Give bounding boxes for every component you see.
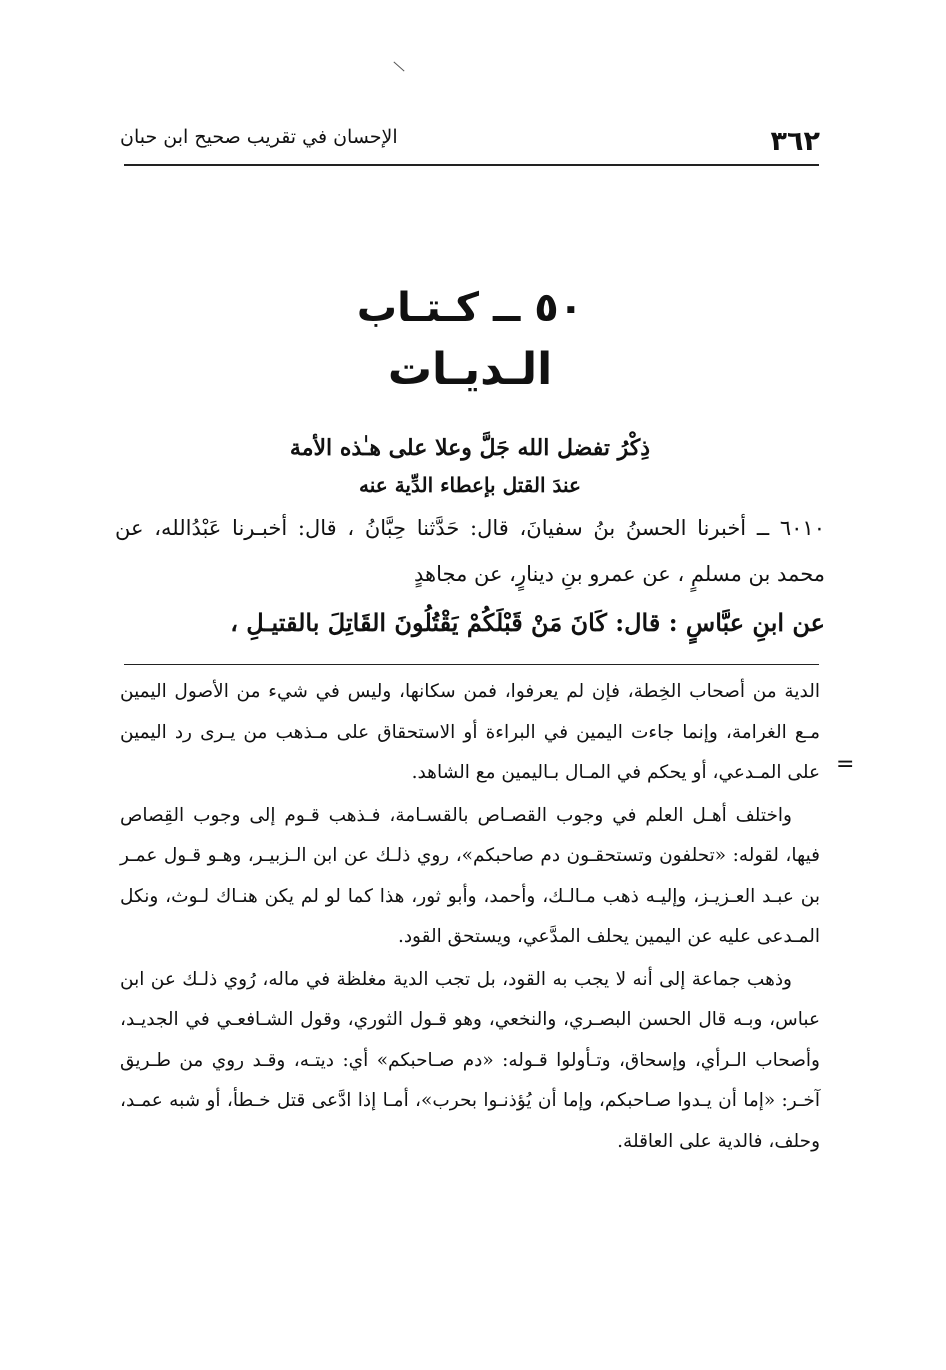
hadith-text	[115, 505, 825, 649]
footnote-divider	[124, 664, 819, 665]
chapter-heading	[120, 280, 820, 502]
stray-mark	[393, 61, 404, 71]
continuation-mark: =	[836, 752, 855, 777]
header-divider	[124, 164, 819, 166]
footnote-paragraph: وذهب جماعة إلى أنه لا يجب به القود، بل تجب الدية مغلظة في ماله، رُوي ذلـك عن ابن عباس، وبـه قال الحسن البصـري، والنخعي، وهو قـول الثوري، وقول الشـافعـي في الجديـد، وأصحاب الـرأي، وإسحاق، وتـأولوا قـوله: «دم صـاحبكم» أي: ديتـه، وقـد روي من طـريق آخـر: «إما أن يـدوا صـاحبكم، وإما أن يُؤذنـوا بحرب»، أمـا إذا ادَّعى قتل خـطأ، أو شبه عمـد، وحلف، فالدية على العاقلة.	[120, 968, 820, 1152]
footnote-paragraph: واختلف أهـل العلم في وجوب القصـاص بالقسـامة، فـذهب قـوم إلى وجوب القِصاص فيها، لقوله: «تحلفون وتستحقـون دم صاحبكم»، روي ذلـك عن ابن الـزبيـر، وهـو قـول عمـر بن عبـد العـزيـز، وإليـه ذهب مـالـك، وأحمد، وأبو ثور، هذا كما لو لم يكن هنـاك لـوث، ونكل المـدعى عليه عن اليمين يحلف المدَّعي، ويستحق القود.	[120, 804, 820, 947]
book-title: الإحسان في تقريب صحيح ابن حبان	[120, 126, 398, 148]
footnotes	[120, 672, 820, 1164]
hadith-matn: عن ابنِ عبَّاسٍ : قال: كَانَ مَنْ قَبْلَكُمْ يَقْتُلُونَ القَاتِلَ بالقتيـلِ ،	[230, 608, 825, 637]
running-head	[120, 122, 820, 156]
section-title: ذِكْرُ تفضل الله جَلَّ وعلا على هـٰذه الأمة	[289, 435, 651, 461]
page-number: ٣٦٢	[770, 126, 820, 157]
hadith-isnad: ٦٠١٠ ــ أخبرنا الحسنُ بنُ سفيانَ، قال: حَدَّثنا حِبَّانُ ، قال: أخبـرنا عَبْدُالله، عن محمد بن مسلمٍ ، عن عمرو بنِ دينارٍ، عن مجاهدٍ	[115, 516, 825, 586]
footnote-paragraph: الدية من أصحاب الخِطة، فإن لم يعرفوا، فمن سكانها، وليس في شيء من الأصول اليمين مـع الغرامة، وإنما جاءت اليمين في البراءة أو الاستحقاق على مـذهب من يـرى رد اليمين على المـدعي، أو يحكم في المـال بـاليمين مع الشاهد.	[120, 681, 820, 783]
chapter-number: ٥٠ ــ كـتـاب	[356, 285, 584, 331]
chapter-title: الـديـات	[387, 344, 553, 395]
section-subtitle: عندَ القتل بإعطاء الدِّية عنه	[359, 473, 581, 497]
